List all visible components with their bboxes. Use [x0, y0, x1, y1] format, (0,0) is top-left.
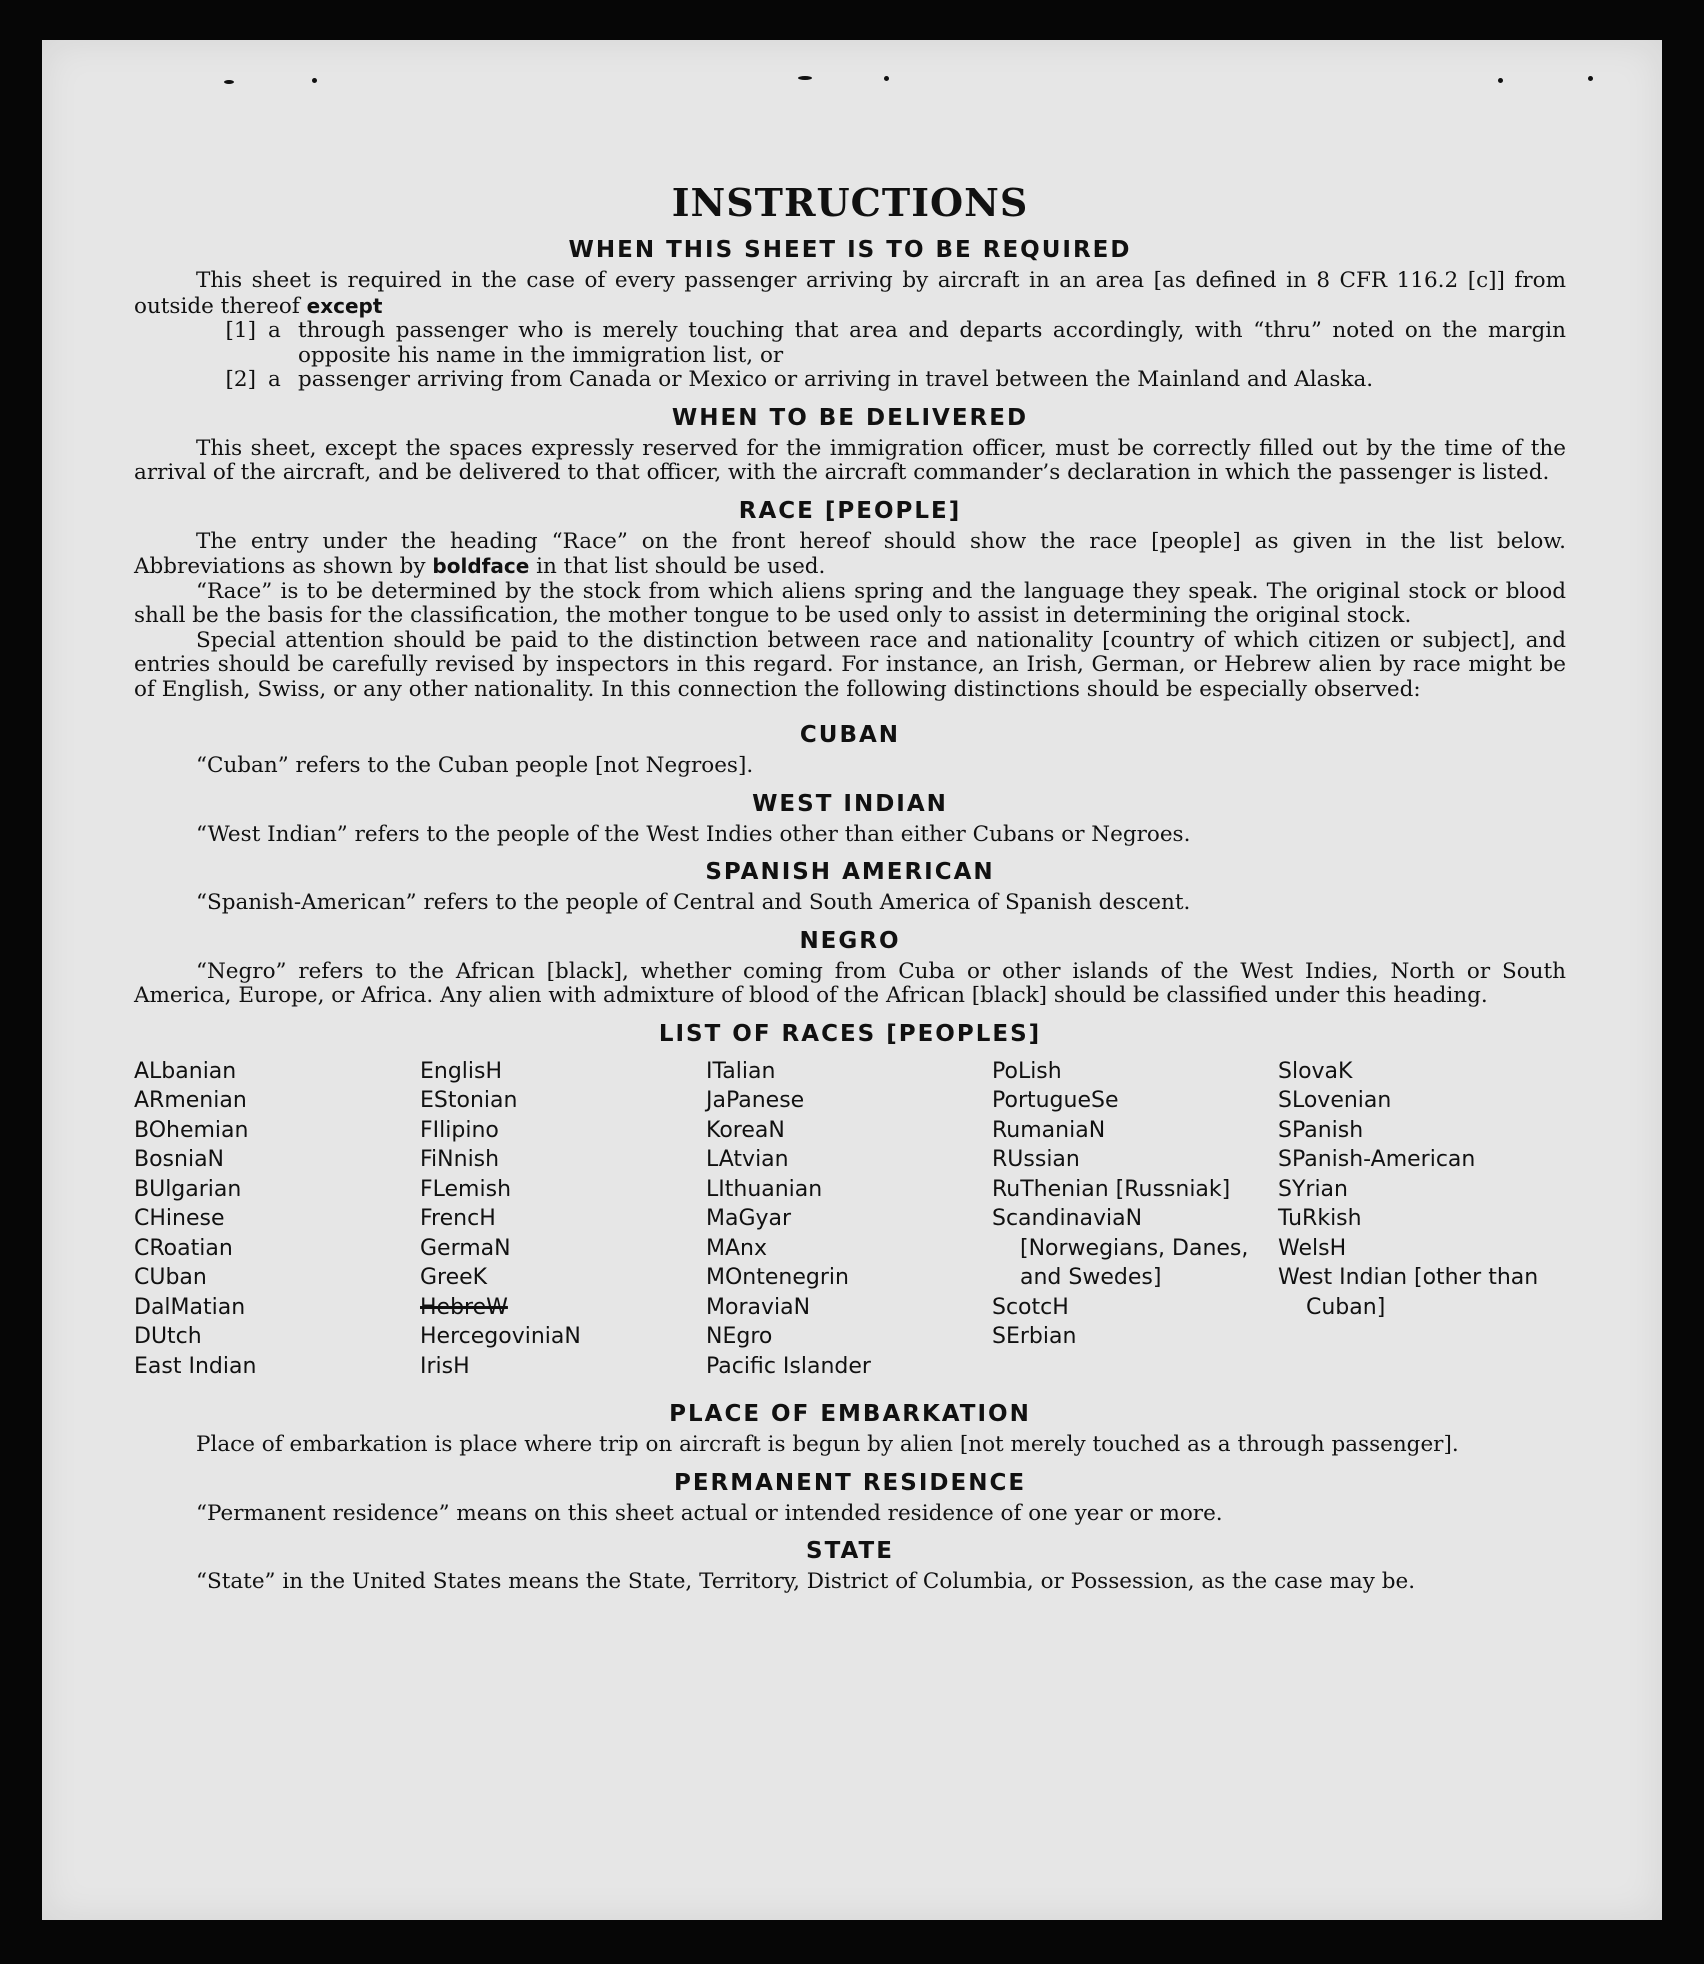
list-item: RUssian [992, 1147, 1080, 1172]
list-item: LIthuanian [706, 1176, 823, 1202]
list-item: SErbian [992, 1324, 1077, 1349]
residence-text: “Permanent residence” means on this sheet actual or intended residence of one year or more. [196, 1500, 1223, 1526]
list-item: DUtch [134, 1324, 202, 1349]
document-content [134, 140, 1566, 1595]
list-item: ALbanian [134, 1058, 237, 1084]
heading-delivered: WHEN TO BE DELIVERED [671, 404, 1029, 431]
ink-speck [224, 80, 234, 84]
negro-text: “Negro” refers to the African [black], whether coming from Cuba or other islands of the West Indies, North or South America, Europe, or Africa. Any alien with admixture of blood of the African [black] should be classified under this heading. [134, 958, 1566, 1008]
list-item: FIlipino [420, 1117, 499, 1143]
list-item: PoLish [992, 1058, 1062, 1084]
list-item: MAnx [706, 1235, 767, 1261]
heading-residence: PERMANENT RESIDENCE [673, 1469, 1027, 1496]
state-text: “State” in the United States means the State, Territory, District of Columbia, or Possession, as the case may be. [196, 1569, 1416, 1594]
list-item: ScotcH [992, 1294, 1069, 1320]
list-item: RuThenian [Russniak] [992, 1176, 1231, 1202]
list-item: BOhemian [134, 1117, 249, 1143]
list-item: CHinese [134, 1206, 225, 1231]
list-item: MaGyar [706, 1206, 792, 1231]
required-item-1: [1] a through passenger who is merely touching that area and departs accordingly, with “thru” noted on the margin opposite his name in the immigration list, or [225, 318, 1566, 368]
list-item: MOntenegrin [706, 1265, 849, 1290]
list-item-struck: HebreW [420, 1294, 508, 1320]
list-item: TuRkish [1278, 1206, 1362, 1231]
list-item: LAtvian [706, 1147, 789, 1172]
ink-speck [884, 76, 889, 81]
heading-state: STATE [806, 1538, 894, 1564]
list-item: Pacific Islander [706, 1353, 871, 1379]
ink-speck [798, 76, 812, 80]
list-item: SYrian [1278, 1176, 1348, 1202]
embarkation-text: Place of embarkation is place where trip on aircraft is begun by alien [not merely touched as a through passenger]. [196, 1432, 1459, 1457]
races-column-4 [992, 1057, 1278, 1382]
list-item: East Indian [134, 1353, 257, 1379]
list-item: GermaN [420, 1235, 511, 1261]
list-item: RumaniaN [992, 1117, 1106, 1143]
list-item: SLovenian [1278, 1088, 1392, 1113]
ink-speck [1498, 78, 1503, 83]
list-item: ARmenian [134, 1088, 247, 1113]
race-paragraph-2: “Race” is to be determined by the stock from which aliens spring and the language they speak. The original stock or blood shall be the basis for the classification, the mother tongue to be used only to assist in determining the original stock. [134, 578, 1566, 628]
races-column-1 [134, 1057, 420, 1382]
cuban-text: “Cuban” refers to the Cuban people [not Negroes]. [196, 753, 754, 778]
race-paragraph-3: Special attention should be paid to the distinction between race and nationality [country of which citizen or subject], and entries should be carefully revised by inspectors in this regard. For instance, an Irish, German, or Hebrew alien by race might be of English, Swiss, or any other nationality. In this connection the following distinctions should be especially observed: [134, 627, 1566, 702]
list-item: DalMatian [134, 1294, 246, 1320]
required-item-2: [2] a passenger arriving from Canada or Mexico or arriving in travel between the Mainland and Alaska. [225, 367, 1374, 392]
ink-speck [1588, 76, 1593, 81]
ink-speck [312, 78, 317, 83]
list-item: HercegoviniaN [420, 1324, 581, 1349]
required-intro: This sheet is required in the case of every passenger arriving by aircraft in an area [as defined in 8 CFR 116.2 [c]] from outside thereof except [134, 268, 1566, 319]
list-item: FLemish [420, 1176, 512, 1202]
list-item: BosniaN [134, 1147, 225, 1172]
heading-negro: NEGRO [799, 927, 901, 954]
delivered-text: This sheet, except the spaces expressly reserved for the immigration officer, must be correctly filled out by the time of the arrival of the aircraft, and be delivered to that officer, with the aircraft commander’s declaration in which the passenger is listed. [134, 435, 1566, 485]
heading-races-list: LIST OF RACES [PEOPLES] [658, 1020, 1042, 1047]
list-item: NEgro [706, 1324, 773, 1349]
list-item: ScandinaviaN [Norwegians, Danes, and Swedes] [992, 1206, 1249, 1290]
race-boldface: boldface [432, 554, 530, 578]
page-title: INSTRUCTIONS [671, 180, 1029, 225]
heading-cuban: CUBAN [799, 722, 901, 748]
race-paragraph-1: The entry under the heading “Race” on the front hereof should show the race [people] as given in the list below. Abbreviations as shown by boldface in that list should be used. [134, 528, 1566, 579]
list-item: GreeK [420, 1265, 488, 1290]
list-item: FiNnish [420, 1147, 500, 1172]
list-item: SPanish [1278, 1117, 1364, 1143]
heading-required: WHEN THIS SHEET IS TO BE REQUIRED [568, 237, 1132, 263]
list-item: BUlgarian [134, 1176, 242, 1202]
list-item: IrisH [420, 1353, 470, 1379]
races-column-3 [706, 1057, 992, 1382]
heading-race: RACE [PEOPLE] [738, 497, 962, 524]
races-list [134, 1057, 1566, 1382]
races-column-5 [1278, 1057, 1564, 1382]
west-indian-text: “West Indian” refers to the people of the West Indies other than either Cubans or Negroes. [196, 821, 1191, 847]
list-item: ITalian [706, 1058, 776, 1084]
list-item: FrencH [420, 1206, 496, 1231]
required-intro-bold: except [306, 293, 383, 318]
list-item: JaPanese [706, 1088, 805, 1113]
list-item: PortugueSe [992, 1088, 1119, 1113]
list-item: KoreaN [706, 1117, 785, 1143]
races-column-2 [420, 1057, 706, 1382]
list-item: WelsH [1278, 1235, 1347, 1261]
list-item: CRoatian [134, 1235, 233, 1261]
list-item: SlovaK [1278, 1058, 1353, 1084]
heading-embarkation: PLACE OF EMBARKATION [669, 1401, 1031, 1427]
list-item: MoraviaN [706, 1294, 811, 1320]
document-sheet [42, 40, 1662, 1920]
heading-spanish-american: SPANISH AMERICAN [705, 859, 995, 885]
list-item: SPanish-American [1278, 1147, 1476, 1172]
list-item: CUban [134, 1265, 207, 1290]
heading-west-indian: WEST INDIAN [752, 790, 948, 817]
list-item: West Indian [other than Cuban] [1278, 1265, 1539, 1320]
spanish-american-text: “Spanish-American” refers to the people of Central and South America of Spanish descent. [196, 890, 1191, 915]
list-item: EnglisH [420, 1058, 503, 1084]
list-item: EStonian [420, 1088, 518, 1113]
